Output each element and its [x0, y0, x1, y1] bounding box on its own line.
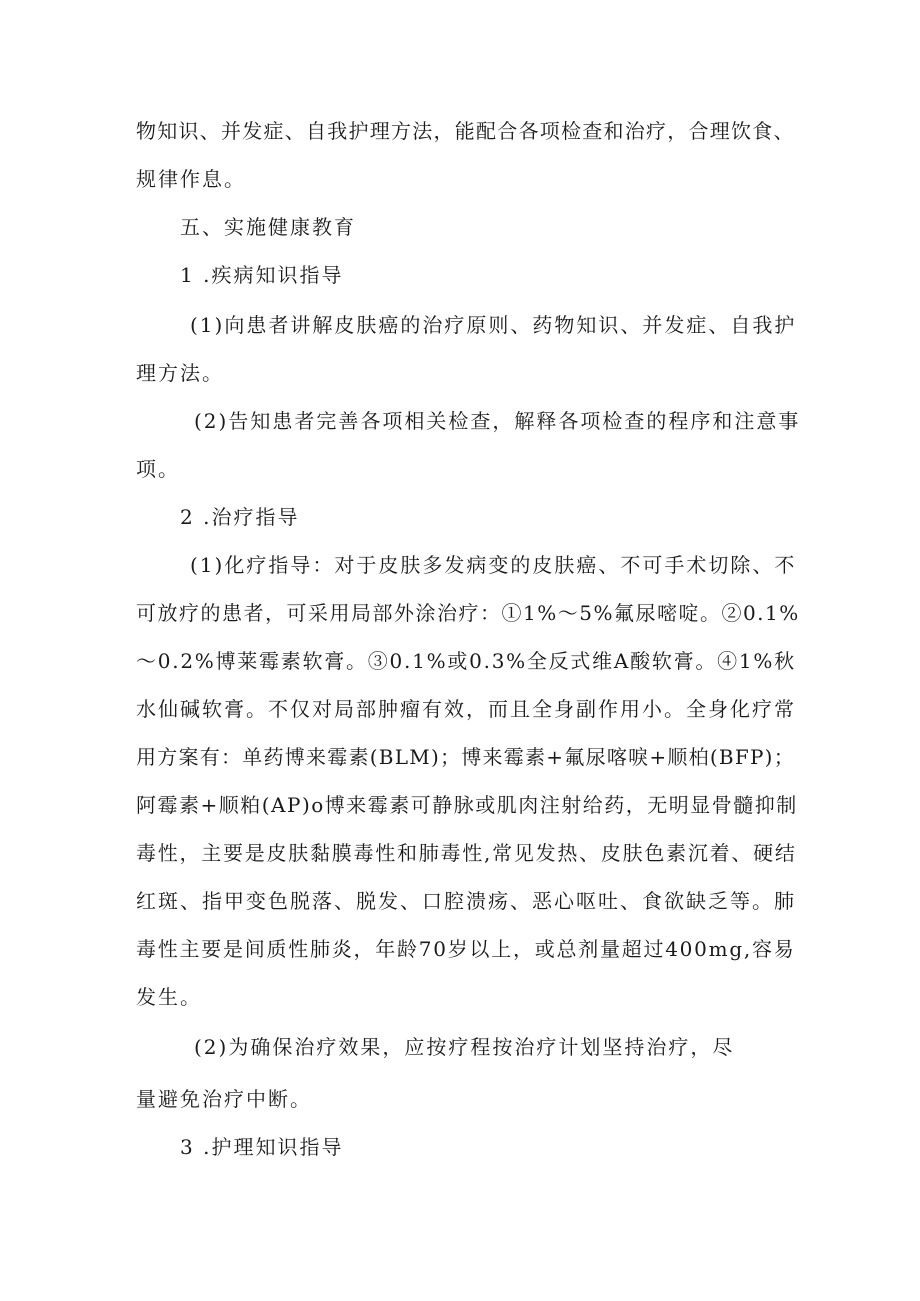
paragraph-line: 理方法。 [136, 361, 224, 385]
paragraph-line: 量避免治疗中断。 [136, 1087, 312, 1111]
paragraph-line: 用方案有：单药博来霉素(BLM)；博来霉素+氟尿喀唳+顺柏(BFP)； [136, 745, 795, 769]
paragraph-line: (2)告知患者完善各项相关检查，解释各项检查的程序和注意事 [194, 409, 801, 433]
subsection-heading: 1 .疾病知识指导 [180, 263, 344, 287]
subsection-heading: 3 .护理知识指导 [180, 1135, 344, 1159]
paragraph-line: 毒性，主要是皮肤黏膜毒性和肺毒性,常见发热、皮肤色素沉着、硬结 [136, 841, 797, 865]
paragraph-line: 物知识、并发症、自我护理方法，能配合各项检查和治疗，合理饮食、 [136, 119, 795, 143]
section-heading: 五、实施健康教育 [180, 215, 356, 239]
paragraph-line: 阿霉素+顺粕(AP)o博来霉素可静脉或肌肉注射给药，无明显骨髓抑制 [136, 793, 798, 817]
paragraph-line: 发生。 [136, 985, 202, 1009]
subsection-heading: 2 .治疗指导 [180, 505, 300, 529]
paragraph-line: (2)为确保治疗效果，应按疗程按治疗计划坚持治疗，尽 [194, 1035, 735, 1059]
paragraph-line: (1)向患者讲解皮肤癌的治疗原则、药物知识、并发症、自我护 [190, 313, 797, 337]
paragraph-line: 项。 [136, 457, 180, 481]
paragraph-line: 红斑、指甲变色脱落、脱发、口腔溃疡、恶心呕吐、食欲缺乏等。肺 [136, 889, 796, 913]
paragraph-line: 水仙碱软膏。不仅对局部肿瘤有效，而且全身副作用小。全身化疗常 [136, 697, 796, 721]
paragraph-line: (1)化疗指导：对于皮肤多发病变的皮肤癌、不可手术切除、不 [190, 553, 797, 577]
paragraph-line: 毒性主要是间质性肺炎，年龄70岁以上，或总剂量超过400mg,容易 [136, 937, 796, 961]
paragraph-line: 规律作息。 [136, 167, 246, 191]
paragraph-line: ～0.2%博莱霉素软膏。③0.1%或0.3%全反式维A酸软膏。④1%秋 [136, 649, 796, 673]
paragraph-line: 可放疗的患者，可采用局部外涂治疗：①1%～5%氟尿嘧啶。②0.1% [136, 601, 800, 625]
